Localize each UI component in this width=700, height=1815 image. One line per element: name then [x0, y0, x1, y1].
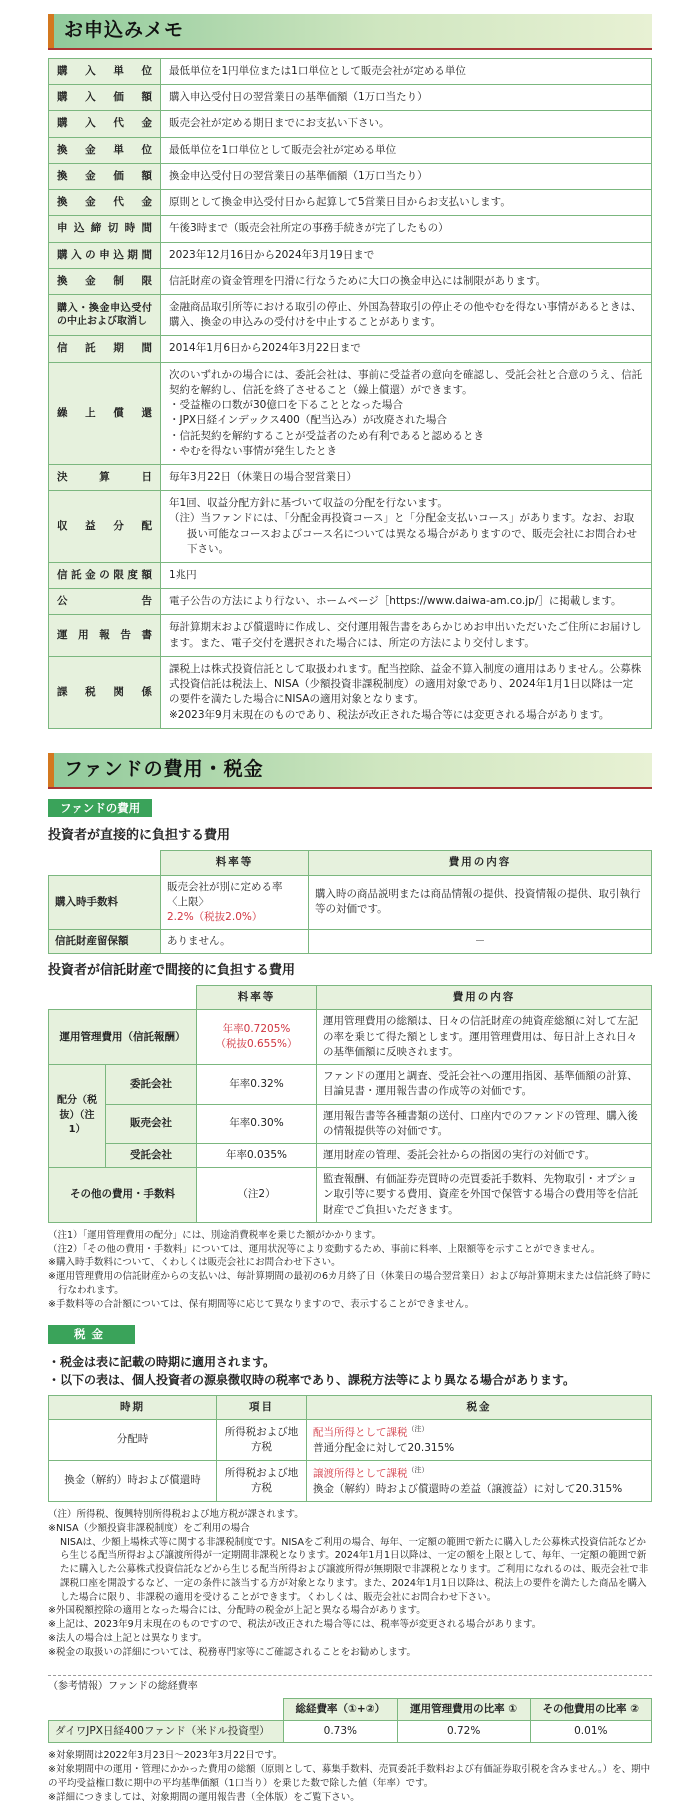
fee-key: 委託会社: [106, 1065, 197, 1104]
table-row: [49, 362, 652, 464]
memo-value: 電子公告の方法により行ない、ホームページ［https://www.daiwa-am.co.jp/］に掲載します。: [161, 589, 652, 615]
reference-section: [48, 1675, 652, 1804]
table-row: [49, 59, 652, 85]
fee-content: －: [309, 930, 652, 954]
memo-value: 金融商品取引所等における取引の停止、外国為替取引の停止その他やむを得ない事情があるときは、購入、換金の申込みの受付けを中止することがあります。: [161, 294, 652, 335]
col-time: 時期: [49, 1395, 217, 1419]
table-row: [49, 1168, 652, 1223]
table-row: [49, 1420, 652, 1461]
memo-value: 午後3時まで（販売会社所定の事務手続きが完了したもの）: [161, 216, 652, 242]
memo-key: 運用報告書: [49, 615, 161, 656]
note: ※詳細につきましては、対象期間の運用報告書（全体版）をご覧下さい。: [48, 1791, 360, 1803]
memo-value: 1兆円: [161, 563, 652, 589]
col-item: 項目: [217, 1395, 307, 1419]
fee-key: その他の費用・手数料: [49, 1168, 197, 1223]
table-row: [49, 615, 652, 656]
fee-rate-text: 販売会社が別に定める率〈上限〉: [167, 880, 283, 908]
table-row: [49, 163, 652, 189]
fees-pill: ファンドの費用: [48, 799, 152, 818]
fee-rate: （注2）: [197, 1168, 317, 1223]
note: ※対象期間中の運用・管理にかかった費用の総額（原則として、募集手数料、売買委託手数料および有価証券取引税を含みません。）を、期中の平均受益権口数に期中の平均基準価額（1口当り）を乗じた数で除した値（年率）です。: [48, 1764, 651, 1789]
memo-value: [161, 491, 652, 563]
note: ※税金の取扱いの詳細については、税務専門家等にご確認されることをお勧めします。: [48, 1646, 417, 1658]
memo-key: 課税関係: [49, 656, 161, 728]
table-row: [49, 336, 652, 362]
fees-title: ファンドの費用・税金: [64, 758, 264, 780]
memo-value: 換金申込受付日の翌営業日の基準価額（1万口当たり）: [161, 163, 652, 189]
tax-time: 分配時: [49, 1420, 217, 1461]
fees-banner: [48, 753, 652, 787]
col-rate: 料率等: [161, 851, 309, 875]
table-row: [49, 216, 652, 242]
table-row: [49, 589, 652, 615]
note: ※上記は、2023年9月末現在のものですので、税法が改正された場合等には、税率等が変更される場合があります。: [48, 1619, 542, 1631]
table-row: [49, 294, 652, 335]
memo-key: 信託金の限度額: [49, 563, 161, 589]
memo-value: 購入申込受付日の翌営業日の基準価額（1万口当たり）: [161, 85, 652, 111]
fee-content: 購入時の商品説明または商品情報の提供、投資情報の提供、取引執行等の対価です。: [309, 875, 652, 930]
tax-red: 配当所得として課税: [313, 1426, 408, 1439]
reference-table: [48, 1698, 652, 1743]
memo-key: 換金制限: [49, 268, 161, 294]
tax-sup: （注）: [407, 1466, 429, 1475]
col-content: 費用の内容: [309, 851, 652, 875]
total-ratio: 0.73%: [284, 1721, 398, 1743]
memo-banner: [48, 14, 652, 48]
col-content: 費用の内容: [317, 986, 652, 1010]
empty-header: [49, 1698, 284, 1720]
memo-table: [48, 58, 652, 729]
fee-key: 購入時手数料: [49, 875, 161, 930]
table-row: [49, 930, 652, 954]
tax-bullets: [48, 1354, 652, 1389]
fee-content: ファンドの運用と調査、受託会社への運用指図、基準価額の計算、目論見書・運用報告書の作成等の対価です。: [317, 1065, 652, 1104]
fee-key: 販売会社: [106, 1104, 197, 1143]
fee-content: 運用報告書等各種書類の送付、口座内でのファンドの管理、購入後の情報提供等の対価です。: [317, 1104, 652, 1143]
fee-rate-red: 2.2%（税抜2.0%）: [167, 910, 263, 923]
table-row: [49, 85, 652, 111]
fee-notes: [48, 1229, 652, 1312]
tax-bullet: ・以下の表は、個人投資者の源泉徴収時の税率であり、課税方法等により異なる場合があります。: [48, 1372, 576, 1387]
table-row: [49, 1721, 652, 1743]
tax-time: 換金（解約）時および償還時: [49, 1461, 217, 1502]
note: ※外国税額控除の適用となった場合には、分配時の税金が上記と異なる場合があります。: [48, 1605, 426, 1617]
table-row: [49, 137, 652, 163]
memo-value: 最低単位を1円単位または1口単位として販売会社が定める単位: [161, 59, 652, 85]
note: （注）所得税、復興特別所得税および地方税が課されます。: [48, 1509, 304, 1520]
mgmt-rate: 年率0.7205%: [222, 1023, 291, 1036]
table-row: [49, 875, 652, 930]
mgmt-ratio: 0.72%: [397, 1721, 530, 1743]
table-header-row: [49, 1698, 652, 1720]
direct-heading: 投資者が直接的に負担する費用: [48, 828, 231, 844]
tax-detail: [307, 1420, 652, 1461]
empty-header: [49, 851, 161, 875]
table-row: [49, 111, 652, 137]
table-row: [49, 491, 652, 563]
memo-value: [161, 362, 652, 464]
memo-key: 購入単位: [49, 59, 161, 85]
table-row: [49, 1104, 652, 1143]
memo-key: 申込締切時間: [49, 216, 161, 242]
indirect-heading: 投資者が信託財産で間接的に負担する費用: [48, 963, 296, 979]
table-row: [49, 464, 652, 490]
memo-key: 信託期間: [49, 336, 161, 362]
memo-value: 2023年12月16日から2024年3月19日まで: [161, 242, 652, 268]
table-header-row: [49, 986, 652, 1010]
list-item: ・ 信託契約を解約することが受益者のため有利であると認めるとき: [169, 429, 643, 444]
tax-detail: [307, 1461, 652, 1502]
memo-key: 換金代金: [49, 190, 161, 216]
fee-rate: [161, 875, 309, 930]
fee-content: 監査報酬、有価証券売買時の売買委託手数料、先物取引・オプション取引等に要する費用、資産を外国で保管する場合の費用等を信託財産でご負担いただきます。: [317, 1168, 652, 1223]
tax-sup: （注）: [407, 1425, 429, 1434]
memo-title: お申込みメモ: [64, 19, 185, 42]
note: ※対象期間は2022年3月23日～2023年3月22日です。: [48, 1750, 283, 1762]
distribution-text: 年1回、収益分配方針に基づいて収益の分配を行ないます。: [169, 497, 448, 510]
col-total: 総経費率（①+②）: [284, 1698, 398, 1720]
memo-key: 購入・換金申込受付の中止および取消し: [49, 294, 161, 335]
memo-key: 購入価額: [49, 85, 161, 111]
tax-section: [48, 1323, 652, 1659]
tax-notes: [48, 1508, 652, 1659]
memo-key: 収益分配: [49, 491, 161, 563]
note: ※運用管理費用の信託財産からの支払いは、毎計算期間の最初の6カ月終了日（休業日の場合翌営業日）および毎計算期末または信託終了時に行なわれます。: [48, 1271, 652, 1296]
note: ※法人の場合は上記とは異なります。: [48, 1632, 208, 1644]
fee-rate: [197, 1010, 317, 1065]
memo-key: 決算日: [49, 464, 161, 490]
table-row: [49, 1010, 652, 1065]
memo-key: 購入の申込期間: [49, 242, 161, 268]
table-header-row: [49, 1395, 652, 1419]
redemption-text: 次のいずれかの場合には、委託会社は、事前に受益者の意向を確認し、受託会社と合意のうえ、信託契約を解約し、信託を終了させること（繰上償還）ができます。: [169, 368, 643, 396]
reference-title: （参考情報）ファンドの総経費率: [48, 1681, 198, 1693]
other-ratio: 0.01%: [530, 1721, 651, 1743]
empty-header: [49, 986, 197, 1010]
reference-notes: [48, 1749, 652, 1804]
tax-item: 所得税および地方税: [217, 1420, 307, 1461]
note: NISAは、少額上場株式等に関する非課税制度です。NISAをご利用の場合、毎年、一定額の範囲で新たに購入した公募株式投資信託などから生じる配当所得および譲渡所得が一定期間非課税となります。2024年1月1日以降は、一定の額を上限として、毎年、一定額の範囲で新たに購入した公募株式投資信託などから生じる配当所得および譲渡所得が無期限で非課税となります。ご利用になれるのは、販売会社で非課税口座を開設するなど、一定の条件に該当する方が対象となります。また、2024年1月1日以降は、税法上の要件を満たした商品を購入した場合に限り、非課税の適用を受けることができます。くわしくは、販売会社にお問合わせ下さい。: [60, 1536, 649, 1603]
memo-key: 公告: [49, 589, 161, 615]
memo-key: 換金単位: [49, 137, 161, 163]
memo-value: 信託財産の資金管理を円滑に行なうために大口の換金申込には制限があります。: [161, 268, 652, 294]
mgmt-rate-ex-tax: （税抜0.655%）: [215, 1038, 298, 1051]
table-header-row: [49, 851, 652, 875]
memo-value: [161, 656, 652, 728]
list-item: ・ JPX日経インデックス400（配当込み）が改廃された場合: [169, 413, 643, 428]
memo-value: 最低単位を1口単位として販売会社が定める単位: [161, 137, 652, 163]
memo-value: 原則として換金申込受付日から起算して5営業日目からお支払いします。: [161, 190, 652, 216]
tax-rate: 普通分配金に対して20.315%: [313, 1441, 455, 1454]
fee-rate: 年率0.32%: [197, 1065, 317, 1104]
fee-content: 運用財産の管理、委託会社からの指図の実行の対価です。: [317, 1143, 652, 1167]
tax-note: ※2023年9月末現在のものであり、税法が改正された場合等には変更される場合があります。: [169, 708, 610, 721]
tax-pill: 税金: [48, 1325, 135, 1344]
memo-value: 毎年3月22日（休業日の場合翌営業日）: [161, 464, 652, 490]
tax-red: 譲渡所得として課税: [313, 1467, 408, 1480]
redemption-list: [169, 398, 643, 459]
col-rate: 料率等: [197, 986, 317, 1010]
table-row: [49, 1065, 652, 1104]
memo-key: 換金価額: [49, 163, 161, 189]
note: ※NISA（少額投資非課税制度）をご利用の場合: [48, 1522, 250, 1534]
memo-key: 購入代金: [49, 111, 161, 137]
breakdown-label: 配分（税抜）（注1）: [49, 1065, 106, 1168]
indirect-fee-table: [48, 985, 652, 1223]
list-item: ・ やむを得ない事情が発生したとき: [169, 444, 643, 459]
fee-rate: 年率0.035%: [197, 1143, 317, 1167]
memo-value: 毎計算期末および償還時に作成し、交付運用報告書をあらかじめお申出いただいたご住所にお届けします。また、電子交付を選択された場合には、所定の方法により交付します。: [161, 615, 652, 656]
memo-value: 2014年1月6日から2024年3月22日まで: [161, 336, 652, 362]
col-other: その他費用の比率 ②: [530, 1698, 651, 1720]
fee-content: 運用管理費用の総額は、日々の信託財産の純資産総額に対して左記の率を乗じて得た額とします。運用管理費用は、毎日計上され日々の基準価額に反映されます。: [317, 1010, 652, 1065]
tax-rate: 換金（解約）時および償還時の差益（譲渡益）に対して20.315%: [313, 1482, 623, 1495]
table-row: [49, 268, 652, 294]
tax-bullet: ・税金は表に記載の時期に適用されます。: [48, 1355, 276, 1370]
note: （注1）「運用管理費用の配分」には、別途消費税率を乗じた額がかかります。: [48, 1229, 382, 1241]
note: ※手数料等の合計額については、保有期間等に応じて異なりますので、表示することができません。: [48, 1298, 475, 1310]
table-row: [49, 190, 652, 216]
fee-key: 受託会社: [106, 1143, 197, 1167]
memo-key: 繰上償還: [49, 362, 161, 464]
tax-item: 所得税および地方税: [217, 1461, 307, 1502]
note: ※購入時手数料について、くわしくは販売会社にお問合わせ下さい。: [48, 1257, 341, 1269]
tax-text: 課税上は株式投資信託として取扱われます。配当控除、益金不算入制度の適用はありません。公募株式投資信託は税法上、NISA（少額投資非課税制度）の適用対象であり、2024年1月1日以降は一定の要件を満たした場合にNISAの適用対象となります。: [169, 662, 642, 706]
distribution-note: （注）当ファンドには、「分配金再投資コース」と「分配金支払いコース」があります。なお、お取扱い可能なコースおよびコース名については異なる場合がありますので、販売会社にお問合わせ下さい。: [169, 512, 638, 555]
col-mgmt: 運用管理費用の比率 ①: [397, 1698, 530, 1720]
fund-name: ダイワJPX日経400ファンド（米ドル投資型）: [49, 1721, 284, 1743]
table-row: [49, 242, 652, 268]
note: （注2）「その他の費用・手数料」については、運用状況等により変動するため、事前に料率、上限額等を示すことができません。: [48, 1243, 601, 1255]
list-item: ・ 受益権の口数が30億口を下ることとなった場合: [169, 398, 643, 413]
fee-rate: 年率0.30%: [197, 1104, 317, 1143]
tax-table: [48, 1395, 652, 1502]
table-row: [49, 1461, 652, 1502]
table-row: [49, 656, 652, 728]
col-tax: 税金: [307, 1395, 652, 1419]
table-row: [49, 563, 652, 589]
fee-rate: ありません。: [161, 930, 309, 954]
direct-fee-table: [48, 850, 652, 954]
table-row: [49, 1143, 652, 1167]
fee-key: 信託財産留保額: [49, 930, 161, 954]
memo-value: 販売会社が定める期日までにお支払い下さい。: [161, 111, 652, 137]
fee-key: 運用管理費用（信託報酬）: [49, 1010, 197, 1065]
